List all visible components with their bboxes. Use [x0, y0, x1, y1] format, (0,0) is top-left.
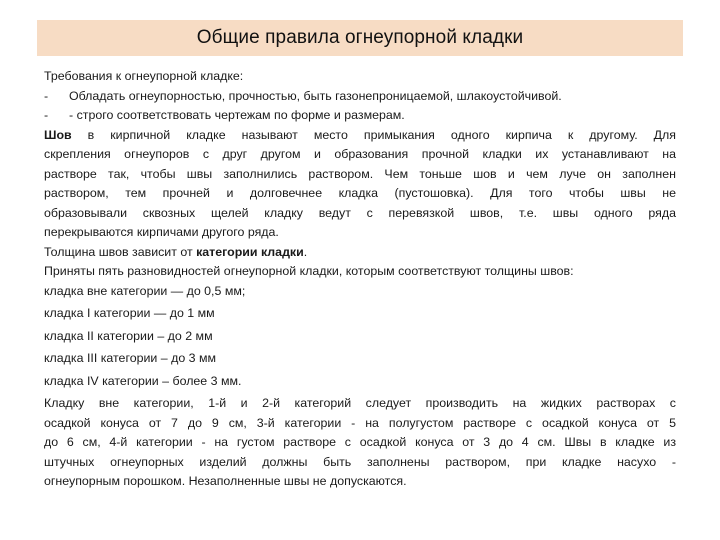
requirement-text: Обладать огнеупорностью, прочностью, быть газонепроницаемой, шлакоустойчивой.: [69, 88, 562, 103]
final-paragraph-line: до 6 см, 4-й категории - на густом растворе с осадкой конуса от 3 до 4 см. Швы в кладке из: [44, 435, 676, 449]
category-item: кладка IV категории – более 3 мм.: [44, 373, 242, 388]
final-paragraph-line: Кладку вне категории, 1-й и 2-й категорий следует производить на жидких растворах с: [44, 396, 676, 410]
seam-paragraph-line: растворе так, чтобы швы заполнились раствором. Чем тоньше шов и чем луче он заполнен: [44, 166, 676, 181]
varieties-text: Приняты пять разновидностей огнеупорной кладки, которым соответствуют толщины швов:: [44, 264, 574, 278]
thickness-prefix: Толщина швов зависит от: [44, 244, 197, 259]
final-paragraph-line: штучных огнеупорных изделий должны быть заполнены раствором, при кладке насухо -: [44, 454, 676, 469]
requirement-text: - строго соответствовать чертежам по форме и размерам.: [69, 108, 405, 122]
seam-text: в кирпичной кладке называют место примыкания одного кирпича к другому. Для: [71, 127, 676, 142]
category-item: кладка I категории — до 1 мм: [44, 306, 215, 320]
seam-paragraph-line: скрепления огнеупоров с друг другом и образования прочной кладки их устанавливают на: [44, 147, 676, 161]
category-item: кладка II категории – до 2 мм: [44, 328, 213, 343]
thickness-text: [44, 243, 676, 263]
requirement-item: [44, 106, 676, 126]
document-body: [44, 67, 676, 492]
intro-text: Требования к огнеупорной кладке:: [44, 69, 244, 83]
final-paragraph-line: огнеупорным порошком. Незаполненные швы не допускаются.: [44, 474, 407, 488]
requirement-item: [44, 87, 676, 107]
seam-paragraph-line: [44, 126, 676, 146]
seam-term: Шов: [44, 127, 72, 142]
final-paragraph-line: осадкой конуса от 7 до 9 см, 3-й категории - на полугустом растворе с осадкой конуса от 5: [44, 415, 676, 430]
category-item: кладка III категории – до 3 мм: [44, 351, 217, 365]
thickness-suffix: .: [303, 244, 308, 259]
bullet-dash: -: [44, 108, 49, 122]
seam-paragraph-line: раствором, тем прочней и долговечнее кладка (пустошовка). Для того чтобы швы не: [44, 186, 676, 200]
varieties-text: кладка вне категории — до 0,5 мм;: [44, 283, 246, 298]
title-banner: [37, 20, 683, 56]
thickness-term: категории кладки: [196, 244, 304, 259]
seam-paragraph-line: образовывали сквозных щелей кладку ведут с перевязкой швов, т.е. швы одного ряда: [44, 205, 676, 220]
bullet-dash: -: [44, 88, 49, 103]
seam-paragraph-line: перекрываются кирпичами другого ряда.: [44, 225, 279, 239]
page-title: Общие правила огнеупорной кладки: [196, 27, 524, 48]
